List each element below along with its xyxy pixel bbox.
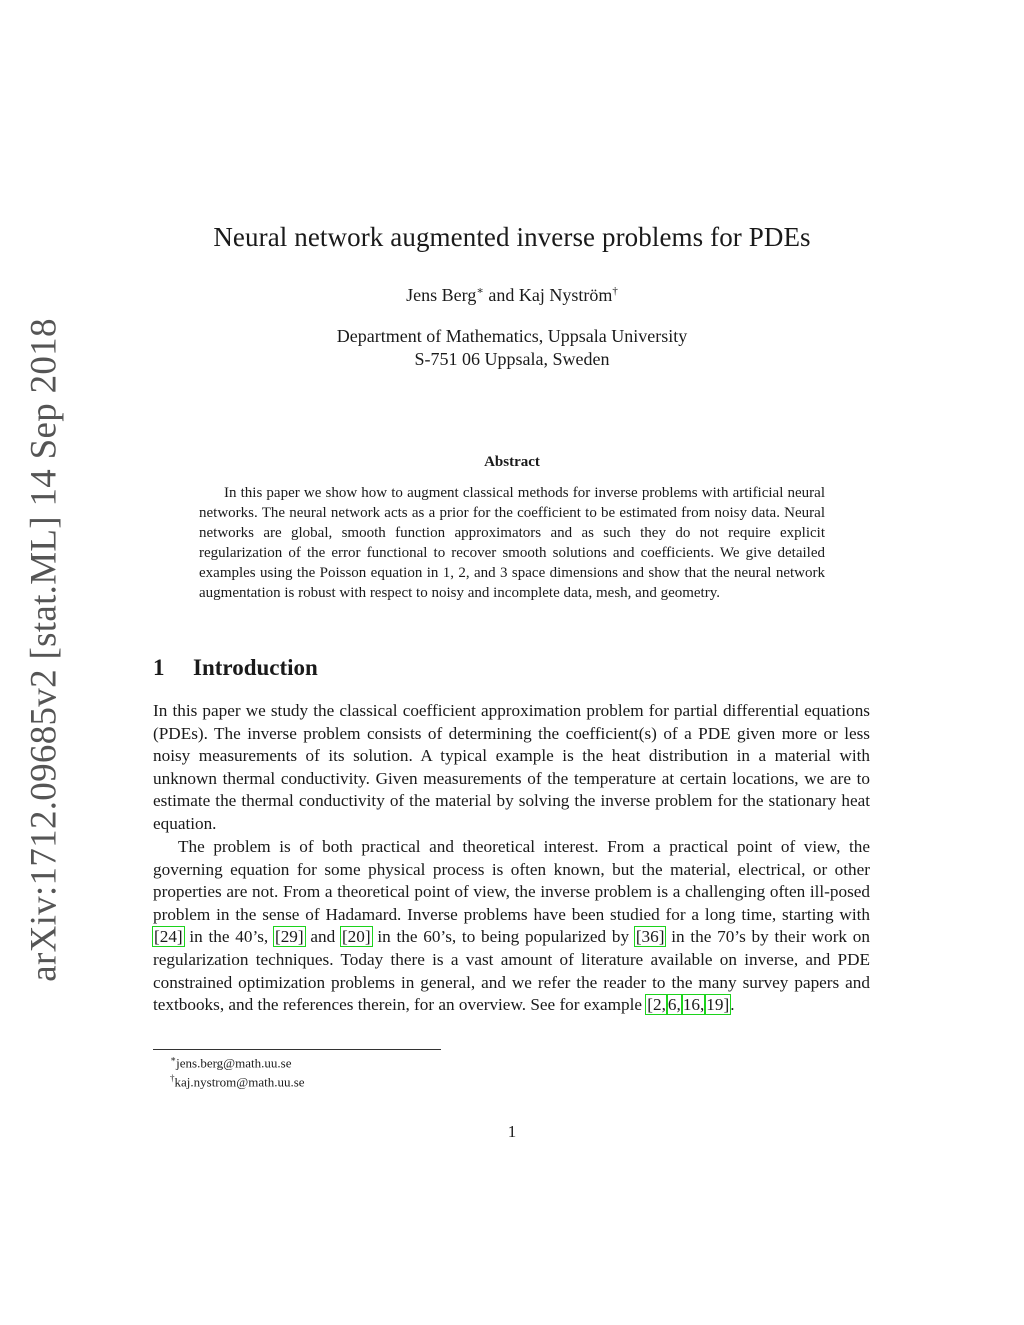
footnote-marker: †	[612, 285, 618, 297]
abstract-text: In this paper we show how to augment classical methods for inverse problems with artificial neural networks. The neural network acts as a prior for the coefficient to be estimated from noisy data. Neural networks are global, smooth function approximators and as such they do not require explicit regularization of the error functional to recover smooth solutions and coefficients. We give detailed examples using the Poisson equation in 1, 2, and 3 space dimensions and show that the neural network augmentation is robust with respect to noisy and incomplete data, mesh, and geometry.	[199, 485, 825, 601]
footnote-divider	[153, 1049, 441, 1050]
affiliation-department: Department of Mathematics, Uppsala University	[336, 326, 688, 346]
affiliation	[0, 325, 1024, 371]
author-name: Kaj Nyström	[518, 285, 613, 305]
author-conjunction: and	[483, 285, 519, 305]
footnote-marker: †	[170, 1073, 175, 1083]
citation-link[interactable]: [29]	[274, 927, 304, 947]
section-heading	[153, 655, 318, 681]
section-title: Introduction	[193, 655, 318, 680]
paper-title: Neural network augmented inverse problems for PDEs	[213, 222, 811, 252]
citation-link[interactable]: [20]	[341, 927, 371, 947]
footnote-marker: ∗	[476, 285, 484, 297]
paragraph-text: in the 40’s,	[183, 927, 274, 947]
citation-link[interactable]: 19]	[706, 995, 730, 1015]
section-number: 1	[153, 655, 165, 680]
intro-paragraph-1: In this paper we study the classical coefficient approximation problem for partial differential equations (PDEs). The inverse problem consists of determining the coefficient(s) of a PDE given more or less noisy measurements of its solution. A typical example is the heat distribution in a material with unknown thermal conductivity. Given measurements of the temperature at certain locations, we are to estimate the thermal conductivity of the material by solving the inverse problem for the stationary heat equation.	[153, 701, 870, 833]
citation-link[interactable]: [24]	[154, 927, 183, 947]
author-name: Jens Berg	[406, 285, 477, 305]
paragraph-text: in the 60’s, to being popularized by	[371, 927, 635, 947]
citation-link[interactable]: [36]	[635, 927, 665, 947]
arxiv-identifier-text: arXiv:1712.09685v2 [stat.ML] 14 Sep 2018	[23, 318, 65, 982]
paragraph-text: and	[304, 927, 341, 947]
affiliation-address: S-751 06 Uppsala, Sweden	[414, 349, 610, 369]
paragraph-text: The problem is of both practical and theoretical interest. From a practical point of view, the governing equation for some physical process is often known, but the material, electrical, or other properties are not. From a theoretical point of view, the inverse problem is a challenging often ill-posed problem in the sense of Hadamard. Inverse problems have been studied for a long time, starting with	[153, 837, 870, 924]
citation-link[interactable]: [2,	[647, 995, 666, 1015]
paragraph-text: .	[730, 995, 735, 1015]
footnote-2	[170, 1073, 305, 1090]
footnote-email: jens.berg@math.uu.se	[176, 1055, 292, 1071]
footnote-1	[170, 1054, 291, 1071]
paragraph-text: in the 70’s by their work on regularization techniques. Today there is a vast amount of literature available on inverse, and PDE constrained optimization problems in general, and we refer the reader to the many survey papers and textbooks, and the references therein, for an overview. See for example	[153, 927, 870, 1015]
abstract-heading: Abstract	[484, 454, 540, 470]
author-line	[0, 284, 1024, 306]
citation-link[interactable]: 6,	[667, 995, 681, 1015]
citation-link[interactable]: 16,	[682, 995, 705, 1015]
page-number: 1	[507, 1122, 517, 1141]
intro-paragraph-2	[153, 836, 870, 1017]
footnote-email: kaj.nystrom@math.uu.se	[174, 1074, 305, 1090]
footnote-marker: ∗	[170, 1054, 177, 1064]
